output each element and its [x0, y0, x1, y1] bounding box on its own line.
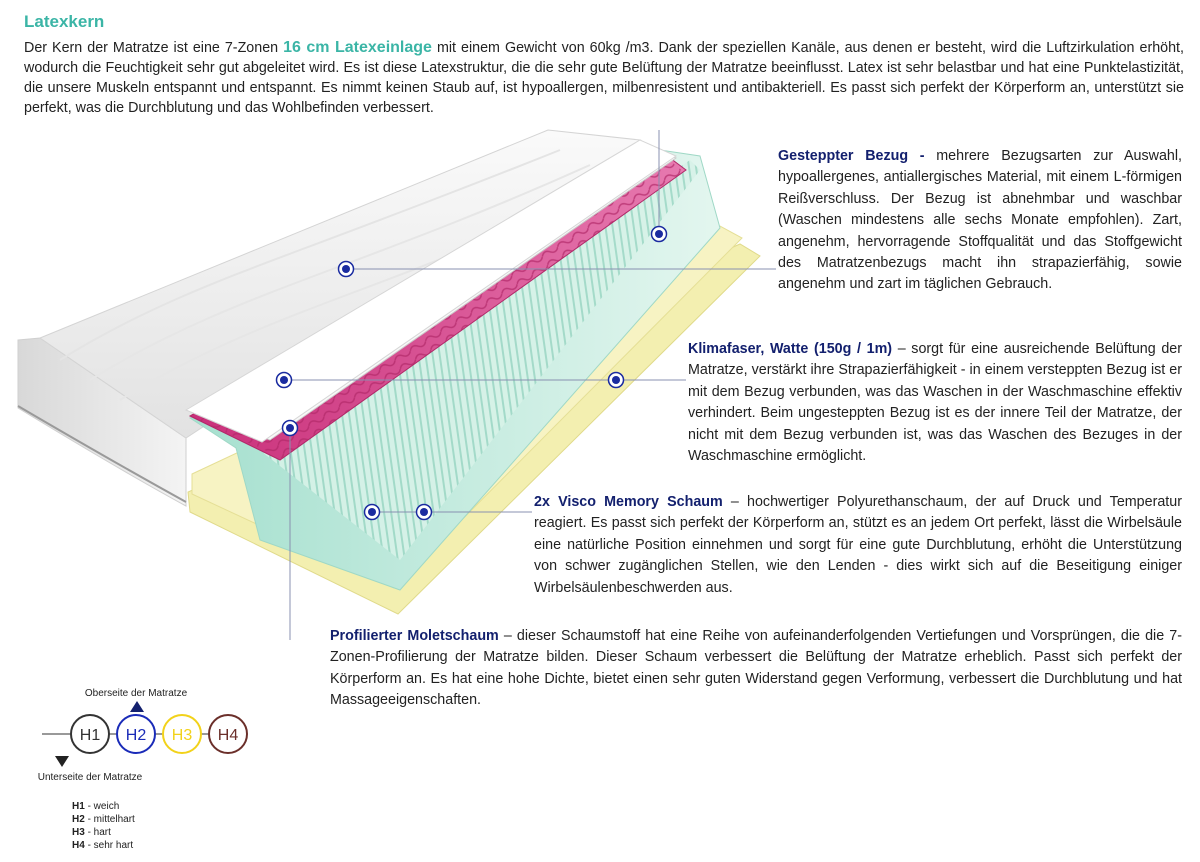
scale-bottom-label: Unterseite der Matratze [37, 772, 143, 783]
marker-visco [365, 505, 380, 520]
desc-text: – hochwertiger Polyurethanschaum, der auf Druck und Temperatur reagiert. Es passt sich perfekt der Körperform an, stützt es an jedem Ort perfekt, lässt die Wirbelsäule eine natürliche Position einnehmen und sorgt für eine gute Durchblutung, erhöht die Unterstützung von schwer zugänglichen Stellen, wie den Lenden - dies wirkt sich auf die Beseitigung einiger Wirbelsäulenbeschwerden aus. [534, 494, 1182, 596]
intro-text-rest: mit einem Gewicht von 60kg /m3. Dank der speziellen Kanäle, aus denen er besteht, wird die Luftzirkulation erhöht, wodurch die Feuchtigkeit sehr gut abgeleitet wird. Es ist diese Latexstruktur, die die sehr gute Belüftung der Matratze beeinflusst. Latex ist sehr belastbar und hat eine Punktelastizität, die unsere Muskeln entspannt und entspannt. Es nimmt keinen Staub auf, ist hypoallergen, milbenresistent und antibakteriell. Es passt sich perfekt der Körperform an, unterstützt sie perfekt, was die Durchblutung und das Wohlbefinden verbessert. [24, 40, 1185, 116]
legend-value: - hart [84, 827, 111, 838]
page-heading: Latexkern [24, 12, 105, 31]
desc-klimafaser [688, 339, 1182, 467]
marker-bezug-2 [652, 227, 667, 242]
intro-highlight: 16 cm Latexeinlage [283, 39, 432, 56]
legend-key: H3 [72, 827, 85, 838]
marker-klima [277, 373, 292, 388]
firmness-legend [72, 800, 135, 852]
desc-title: Profilierter Moletschaum [330, 628, 499, 644]
legend-item [72, 800, 135, 813]
arrow-down-icon [55, 756, 69, 767]
legend-value: - sehr hart [84, 840, 134, 851]
legend-key: H1 [72, 801, 85, 812]
legend-item [72, 839, 135, 852]
desc-visco-memory [534, 492, 1182, 599]
arrow-up-icon [130, 701, 144, 712]
legend-item [72, 813, 135, 826]
marker-molet [283, 421, 298, 436]
marker-visco-2 [417, 505, 432, 520]
desc-moletschaum [330, 626, 1182, 712]
desc-title: Gesteppter Bezug - [778, 148, 925, 164]
scale-label-h3: H3 [171, 727, 193, 744]
desc-title: 2x Visco Memory Schaum [534, 494, 723, 510]
legend-value: - weich [84, 801, 120, 812]
legend-key: H2 [72, 814, 85, 825]
scale-label-h2: H2 [125, 727, 147, 744]
legend-item [72, 826, 135, 839]
scale-label-h4: H4 [217, 727, 239, 744]
firmness-scale [20, 680, 260, 785]
legend-value: - mittelhart [84, 814, 135, 825]
desc-title: Klimafaser, Watte (150g / 1m) [688, 341, 893, 357]
desc-text: mehrere Bezugsarten zur Auswahl, hypoallergenes, antiallergisches Material, mit einem L-förmigen Reißverschluss. Der Bezug ist abnehmbar und waschbar (Waschen mindestens alle sechs Monate empfohlen). Zart, angenehm, hervorragende Stoffqualität und das Stoffgewicht des Matratzenbezugs macht ihn strapazierfähig, sowie angenehm und zart im täglichen Gebrauch. [778, 148, 1183, 293]
marker-klima-2 [609, 373, 624, 388]
scale-top-label: Oberseite der Matratze [84, 688, 188, 699]
intro-text-start: Der Kern der Matratze ist eine 7-Zonen [24, 40, 284, 56]
desc-text: – sorgt für eine ausreichende Belüftung der Matratze, verstärkt ihre Strapazierfähigkeit - in einem versteppten Bezug ist er mit dem Bezug verbunden, was das Waschen in der Waschmaschine effektiv verhindert. Beim ungesteppten Bezug ist es der innere Teil der Matratze, der nicht mit dem Bezug verbunden ist, was das Waschen des Bezuges in der Waschmaschine ermöglicht. [688, 341, 1182, 465]
desc-gesteppter-bezug [778, 146, 1182, 296]
desc-text: – dieser Schaumstoff hat eine Reihe von aufeinanderfolgenden Vertiefungen und Vorsprüngen, die die 7-Zonen-Profilierung der Matratze bilden. Dieser Schaum verbessert die Belüftung der Matratze erheblich. Passt sich perfekt der Körperform an. Es hat eine hohe Dichte, bietet einen sehr guten Widerstand gegen Verformung, verbessert die Durchblutung und hat Massageeigenschaften. [330, 628, 1182, 709]
legend-key: H4 [72, 840, 85, 851]
scale-label-h1: H1 [79, 727, 101, 744]
intro-paragraph [24, 38, 1184, 118]
marker-bezug [339, 262, 354, 277]
